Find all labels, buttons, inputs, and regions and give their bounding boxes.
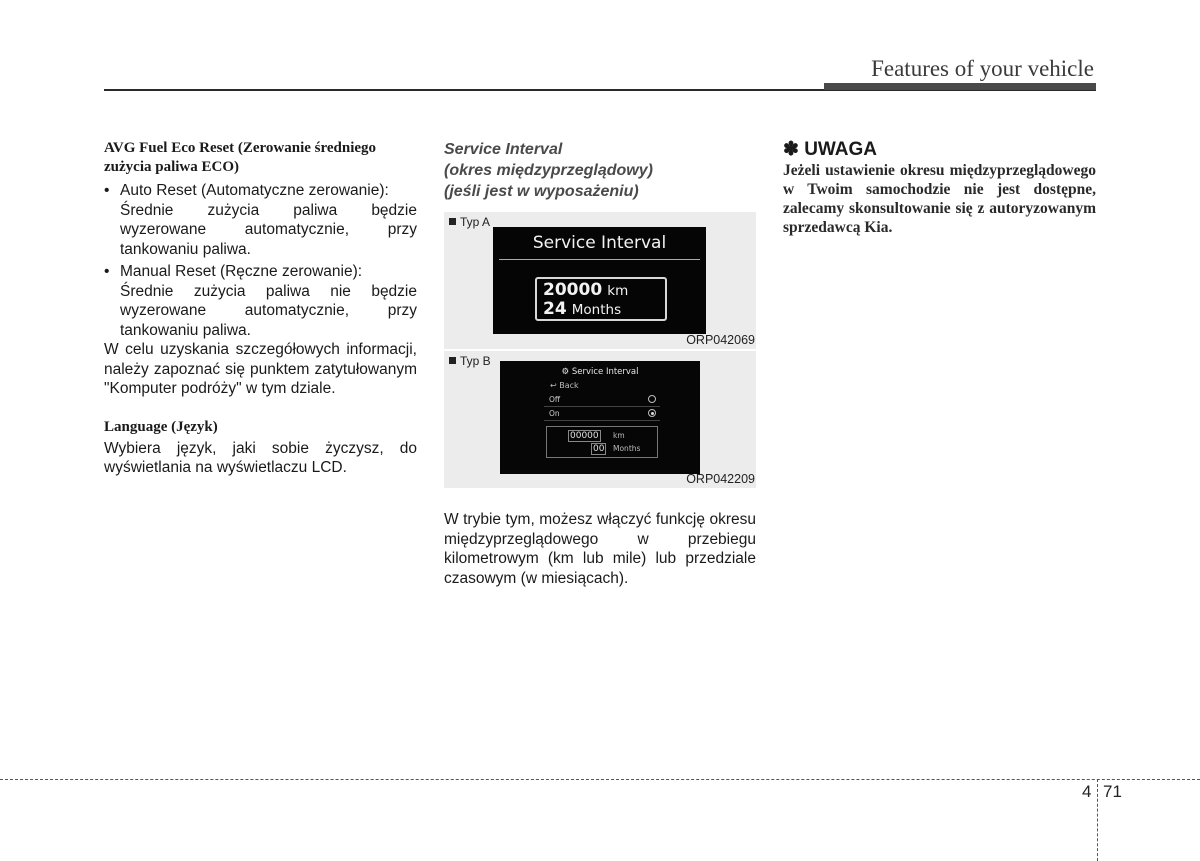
header-rule-accent <box>824 83 1096 90</box>
bullet-body: Średnie zużycia paliwa będzie wyzerowane automatycznie, przy tankowaniu paliwa. <box>120 201 417 258</box>
bullet-auto-reset <box>104 181 417 201</box>
distance-unit: km <box>607 283 629 299</box>
figure-label <box>449 354 491 368</box>
figure-code: ORP042069 <box>686 333 755 347</box>
figure-label-text: Typ B <box>460 354 491 368</box>
months-row <box>543 299 621 319</box>
distance-row <box>543 280 628 300</box>
back-label: Back <box>559 381 579 390</box>
months-unit: Months <box>571 302 622 318</box>
service-interval-availability: (jeśli jest w wyposażeniu) <box>444 183 639 200</box>
right-column <box>783 139 1096 237</box>
avg-fuel-eco-heading: AVG Fuel Eco Reset (Zerowanie średniego zużycia paliwa ECO) <box>104 140 377 175</box>
middle-column <box>444 139 756 588</box>
square-bullet-icon <box>449 357 456 364</box>
distance-value: 00000 <box>570 431 599 441</box>
back-item <box>550 381 579 390</box>
distance-unit: km <box>613 431 625 440</box>
note-heading <box>783 139 1096 161</box>
left-column <box>104 139 417 478</box>
bullet-body: Średnie zużycia paliwa nie będzie wyzerowane automatycznie, przy tankowaniu paliwa. <box>120 282 417 339</box>
figure-type-a <box>444 212 756 349</box>
asterisk-icon: ✽ <box>783 139 799 160</box>
language-heading: Language (Język) <box>104 418 218 435</box>
screen-title-text: Service Interval <box>571 367 639 377</box>
service-interval-heading: Service Interval <box>444 141 563 158</box>
option-label: On <box>549 409 560 418</box>
square-bullet-icon <box>449 218 456 225</box>
lcd-screen-type-a <box>493 227 706 334</box>
note-body: Jeżeli ustawienie okresu międzyprzeglądowego w Twoim samochodzie nie jest dostępne, zalecamy skonsultowanie się z autoryzowanym sprzedawcą Kia. <box>783 162 1096 236</box>
figure-code: ORP042209 <box>686 472 755 486</box>
lcd-screen-type-b <box>500 361 700 474</box>
option-on <box>544 407 660 421</box>
interval-value-box <box>535 277 667 321</box>
bullet-icon: • <box>104 182 110 199</box>
service-interval-subheading: (okres międzyprzeglądowy) <box>444 162 653 179</box>
option-label: Off <box>549 395 561 404</box>
footer-dashed-divider <box>1097 779 1098 861</box>
chapter-number: 4 <box>1082 782 1092 801</box>
bullet-manual-reset <box>104 262 417 282</box>
option-off <box>544 393 660 407</box>
service-interval-body: W trybie tym, możesz włączyć funkcję okresu międzyprzeglądowego w przebiegu kilometrowym (km lub mile) lub przedziale czasowym (w miesiącach). <box>444 511 756 587</box>
bullet-head: Manual Reset (Ręczne zerowanie): <box>120 263 363 280</box>
months-value: 24 <box>543 299 567 319</box>
running-header-title: Features of your vehicle <box>871 56 1094 81</box>
bullet-head: Auto Reset (Automatyczne zerowanie): <box>120 182 389 199</box>
distance-value: 20000 <box>543 280 603 300</box>
language-body: Wybiera język, jaki sobie życzysz, do wyświetlania na wyświetlaczu LCD. <box>104 439 417 476</box>
figure-label-text: Typ A <box>460 215 491 229</box>
screen-title <box>500 367 700 377</box>
figure-type-b <box>444 351 756 488</box>
interval-value-box <box>546 426 658 458</box>
radio-selected-icon <box>648 409 656 417</box>
reset-bullet-list <box>104 181 417 340</box>
months-unit: Months <box>613 444 641 453</box>
settings-icon: ⚙ <box>561 367 572 377</box>
screen-title: Service Interval <box>532 233 667 253</box>
radio-icon <box>648 395 656 403</box>
note-title: UWAGA <box>804 139 878 160</box>
screen-divider <box>499 259 700 260</box>
back-arrow-icon: ↩ <box>550 381 560 390</box>
trip-computer-note: W celu uzyskania szczegółowych informacji, należy zapoznać się punktem zatytułowanym "Komputer podróży" w tym dziale. <box>104 341 417 397</box>
months-value: 00 <box>593 444 605 454</box>
figure-label <box>449 215 490 229</box>
bullet-icon: • <box>104 263 110 280</box>
page-number: 71 <box>1103 782 1122 801</box>
footer-dashed-rule <box>0 779 1200 780</box>
